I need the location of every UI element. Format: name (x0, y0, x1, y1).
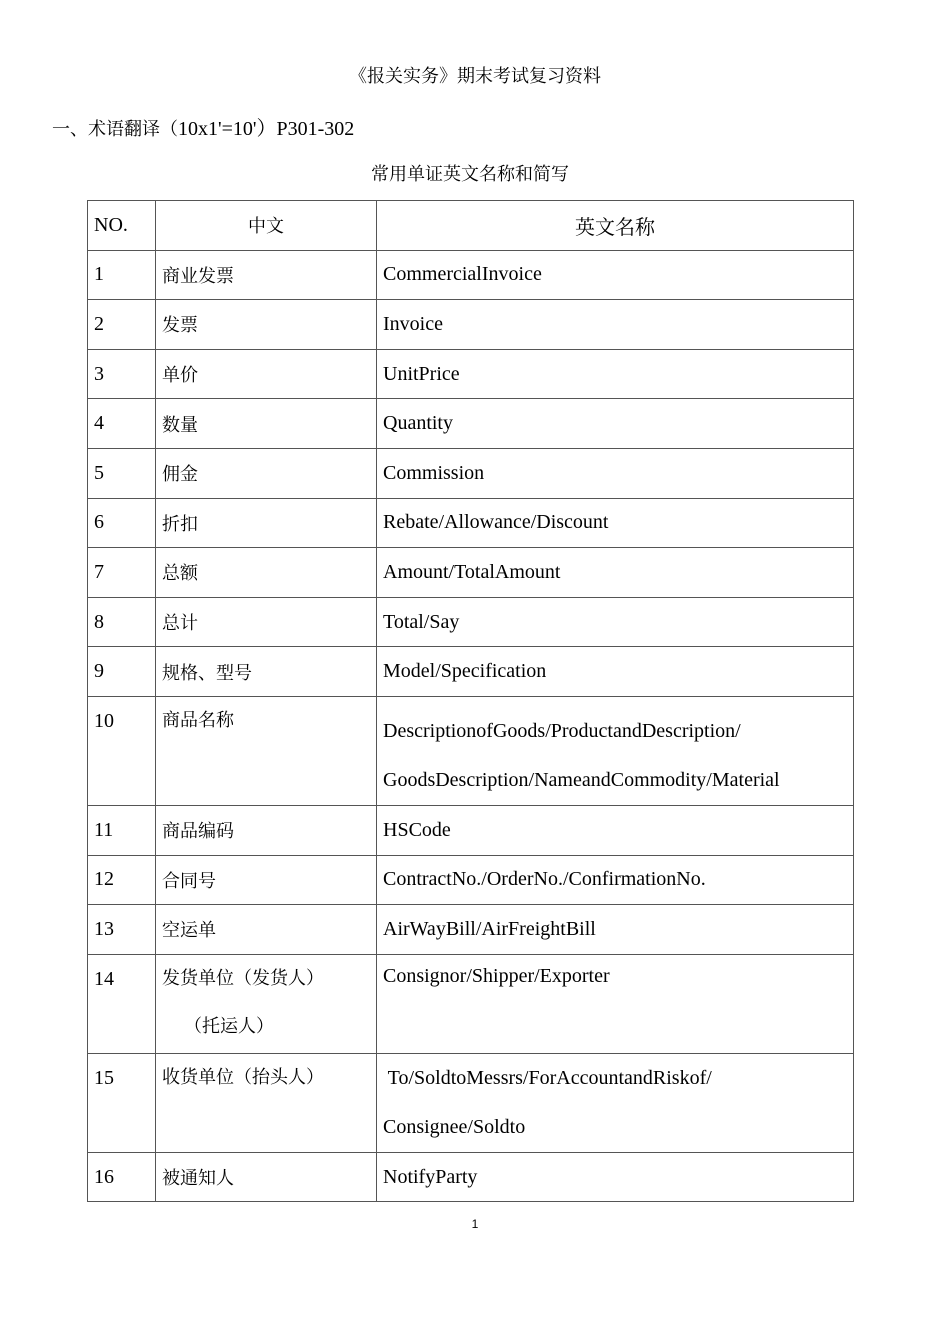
table-row (88, 300, 854, 350)
row-chinese-term: 收货单位（抬头人） (156, 1053, 377, 1152)
table-row (88, 1152, 854, 1202)
section-heading-score: 10x1'=10'）P301-302 (178, 118, 355, 140)
row-english-term-line1: DescriptionofGoods/ProductandDescription/ (383, 719, 741, 742)
row-chinese-term: 总计 (156, 597, 377, 647)
row-chinese-term-line2: （托运人） (184, 1015, 274, 1037)
table-row (88, 905, 854, 955)
row-english-term (377, 1053, 854, 1152)
row-chinese-term: 总额 (156, 548, 377, 598)
section-heading (52, 112, 354, 141)
table-row (88, 647, 854, 697)
row-english-term: Total/Say (377, 597, 854, 647)
row-chinese-term: 商品编码 (156, 805, 377, 855)
row-chinese-term: 单价 (156, 349, 377, 399)
row-english-term: Quantity (377, 399, 854, 449)
table-row (88, 954, 854, 1053)
row-number: 13 (88, 905, 156, 955)
table-row (88, 250, 854, 300)
row-english-term: UnitPrice (377, 349, 854, 399)
row-chinese-term (156, 954, 377, 1053)
row-number: 11 (88, 805, 156, 855)
table-row (88, 855, 854, 905)
table-caption: 常用单证英文名称和简写 (371, 164, 569, 185)
row-number: 2 (88, 300, 156, 350)
table-row (88, 597, 854, 647)
table-row (88, 548, 854, 598)
document-title: 《报关实务》期末考试复习资料 (349, 66, 601, 87)
row-english-term: Model/Specification (377, 647, 854, 697)
row-english-term: NotifyParty (377, 1152, 854, 1202)
row-english-term: Amount/TotalAmount (377, 548, 854, 598)
row-number: 16 (88, 1152, 156, 1202)
row-number: 12 (88, 855, 156, 905)
page-number: 1 (471, 1217, 479, 1231)
terms-table (87, 200, 854, 1202)
table-row (88, 696, 854, 805)
row-english-term-line1: To/SoldtoMessrs/ForAccountandRiskof/ (383, 1066, 712, 1089)
header-no: NO. (88, 201, 156, 251)
table-row (88, 1053, 854, 1152)
row-chinese-term-line1: 发货单位（发货人） (162, 967, 324, 989)
row-number: 6 (88, 498, 156, 548)
row-english-term: HSCode (377, 805, 854, 855)
table-row (88, 399, 854, 449)
row-chinese-term: 合同号 (156, 855, 377, 905)
row-chinese-term: 折扣 (156, 498, 377, 548)
row-english-term: ContractNo./OrderNo./ConfirmationNo. (377, 855, 854, 905)
section-heading-prefix: 一、术语翻译（ (52, 119, 178, 140)
row-english-term: Invoice (377, 300, 854, 350)
row-number: 1 (88, 250, 156, 300)
table-row (88, 498, 854, 548)
table-row (88, 448, 854, 498)
row-english-term: AirWayBill/AirFreightBill (377, 905, 854, 955)
row-chinese-term: 商业发票 (156, 250, 377, 300)
row-english-term: Commission (377, 448, 854, 498)
row-number: 3 (88, 349, 156, 399)
row-chinese-term: 商品名称 (156, 696, 377, 805)
table-row (88, 349, 854, 399)
row-english-term-line2: GoodsDescription/NameandCommodity/Material (383, 768, 780, 791)
row-chinese-term: 佣金 (156, 448, 377, 498)
row-chinese-term: 被通知人 (156, 1152, 377, 1202)
row-chinese-term: 数量 (156, 399, 377, 449)
row-chinese-term: 空运单 (156, 905, 377, 955)
row-english-term: CommercialInvoice (377, 250, 854, 300)
row-number: 10 (88, 696, 156, 805)
row-number: 9 (88, 647, 156, 697)
row-number: 5 (88, 448, 156, 498)
row-english-term-line2: Consignee/Soldto (383, 1115, 526, 1138)
row-english-term: Consignor/Shipper/Exporter (377, 954, 854, 1053)
table-row (88, 805, 854, 855)
row-number: 4 (88, 399, 156, 449)
row-english-term (377, 696, 854, 805)
row-number: 7 (88, 548, 156, 598)
row-english-term: Rebate/Allowance/Discount (377, 498, 854, 548)
row-chinese-term: 发票 (156, 300, 377, 350)
header-english: 英文名称 (377, 201, 854, 251)
row-number: 14 (88, 954, 156, 1053)
row-number: 15 (88, 1053, 156, 1152)
row-chinese-term: 规格、型号 (156, 647, 377, 697)
header-chinese: 中文 (156, 201, 377, 251)
table-header-row (88, 201, 854, 251)
row-number: 8 (88, 597, 156, 647)
